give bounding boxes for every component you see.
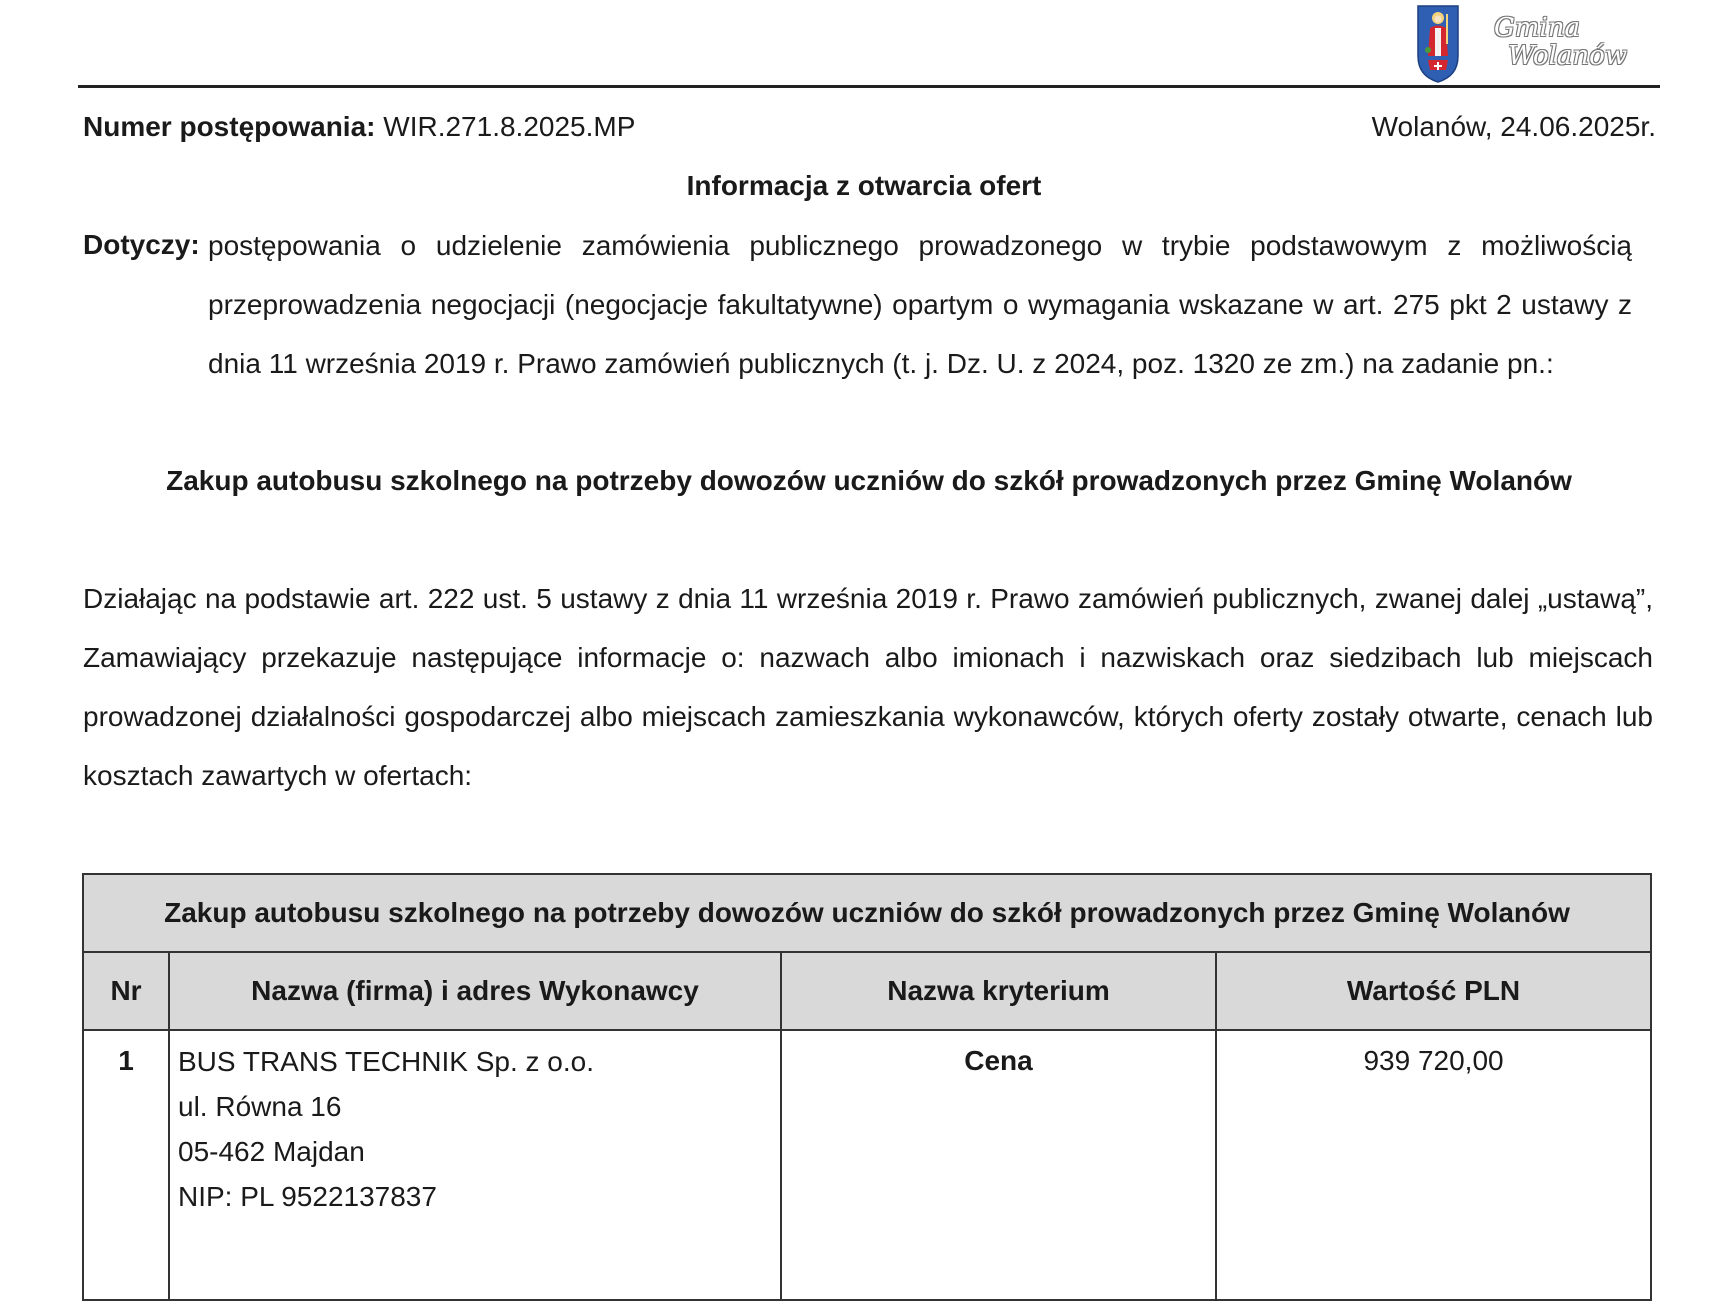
contractor-city: 05-462 Majdan bbox=[178, 1136, 365, 1167]
column-header-contractor: Nazwa (firma) i adres Wykonawcy bbox=[169, 952, 781, 1030]
offer-nr: 1 bbox=[83, 1030, 169, 1300]
contractor-street: ul. Równa 16 bbox=[178, 1091, 342, 1122]
case-number-label: Numer postępowania: bbox=[83, 111, 376, 142]
concerns-label: Dotyczy: bbox=[83, 229, 200, 260]
coat-of-arms-logo bbox=[1416, 4, 1460, 84]
contractor-name: BUS TRANS TECHNIK Sp. z o.o. bbox=[178, 1046, 594, 1077]
column-header-value: Wartość PLN bbox=[1216, 952, 1651, 1030]
offers-table bbox=[82, 873, 1652, 1301]
table-title: Zakup autobusu szkolnego na potrzeby dowozów uczniów do szkół prowadzonych przez Gminę Wolanów bbox=[83, 874, 1651, 952]
column-header-criterion: Nazwa kryterium bbox=[781, 952, 1216, 1030]
legal-basis-paragraph: Działając na podstawie art. 222 ust. 5 ustawy z dnia 11 września 2019 r. Prawo zamówień publicznych, zwanej dalej „ustawą”, Zamawiający przekazuje następujące informacje o: nazwach albo imionach i nazwiskach oraz siedzibach lub miejscach prowadzonej działalności gospodarczej albo miejscach zamieszkania wykonawców, których oferty zostały otwarte, cenach lub kosztach zawartych w ofertach: bbox=[83, 583, 1653, 791]
contractor-nip: NIP: PL 9522137837 bbox=[178, 1181, 437, 1212]
procurement-subject: Zakup autobusu szkolnego na potrzeby dowozów uczniów do szkół prowadzonych przez Gminę Wolanów bbox=[166, 465, 1572, 496]
header-divider bbox=[78, 85, 1660, 88]
case-number-value: WIR.271.8.2025.MP bbox=[383, 111, 636, 142]
municipality-logo-text: Gmina Wolanów bbox=[1494, 13, 1628, 71]
column-header-nr: Nr bbox=[83, 952, 169, 1030]
document-title: Informacja z otwarcia ofert bbox=[686, 170, 1042, 201]
concerns-text: postępowania o udzielenie zamówienia publicznego prowadzonego w trybie podstawowym z możliwością przeprowadzenia negocjacji (negocjacje fakultatywne) opartym o wymagania wskazane w art. 275 pkt 2 ustawy z dnia 11 września 2019 r. Prawo zamówień publicznych (t. j. Dz. U. z 2024, poz. 1320 ze zm.) na zadanie pn.: bbox=[208, 230, 1632, 379]
case-number-line bbox=[83, 98, 635, 156]
offer-value: 939 720,00 bbox=[1216, 1030, 1651, 1300]
place-date: Wolanów, 24.06.2025r. bbox=[1371, 111, 1656, 142]
criterion-name: Cena bbox=[781, 1030, 1216, 1300]
contractor-cell bbox=[169, 1030, 781, 1300]
table-row bbox=[83, 1030, 1651, 1300]
